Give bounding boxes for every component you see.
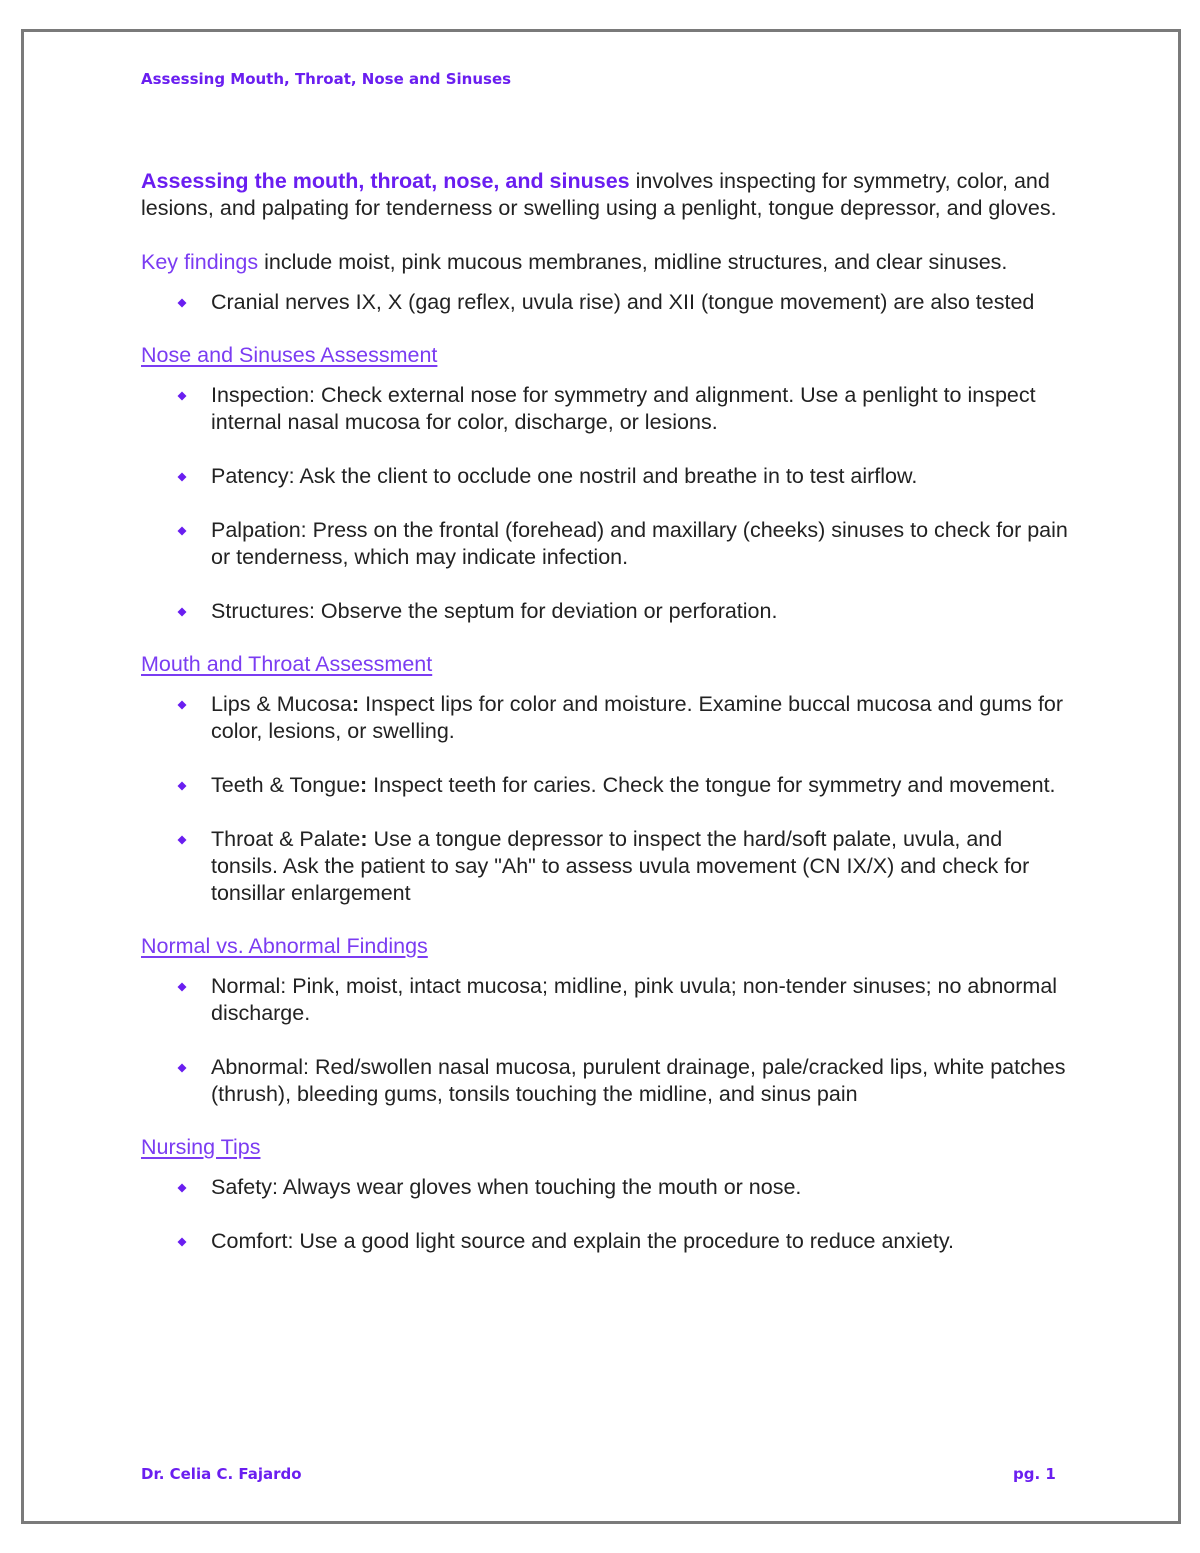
diamond-bullet-icon [177, 700, 187, 710]
list-item: Abnormal: Red/swollen nasal mucosa, purulent drainage, pale/cracked lips, white patches (thrush), bleeding gums, tonsils touching the midline, and sinus pain [141, 1054, 1071, 1108]
diamond-bullet-icon [177, 1063, 187, 1073]
list-item: Palpation: Press on the frontal (forehead) and maxillary (cheeks) sinuses to check for pain or tenderness, which may indicate infection. [141, 517, 1071, 571]
diamond-bullet-icon [177, 835, 187, 845]
diamond-bullet-icon [177, 526, 187, 536]
key-findings-paragraph [141, 249, 1071, 276]
diamond-bullet-icon [177, 1183, 187, 1193]
section-title-tips[interactable]: Nursing Tips [141, 1135, 261, 1159]
list-item: Throat & Palate: Use a tongue depressor to inspect the hard/soft palate, uvula, and tonsils. Ask the patient to say "Ah" to assess uvula movement (CN IX/X) and check for tonsillar enlargement [141, 826, 1071, 907]
list-item: Normal: Pink, moist, intact mucosa; midline, pink uvula; non-tender sinuses; no abnormal discharge. [141, 973, 1071, 1027]
list-item: Safety: Always wear gloves when touching the mouth or nose. [141, 1174, 1071, 1201]
intro-lead: Assessing the mouth, throat, nose, and sinuses [141, 169, 630, 193]
list-item: Inspection: Check external nose for symmetry and alignment. Use a penlight to inspect internal nasal mucosa for color, discharge, or lesions. [141, 382, 1071, 436]
key-findings-text: include moist, pink mucous membranes, midline structures, and clear sinuses. [258, 250, 1008, 274]
diamond-bullet-icon [177, 298, 187, 308]
footer-author: Dr. Celia C. Fajardo [141, 1465, 302, 1483]
diamond-bullet-icon [177, 607, 187, 617]
mouth-list [141, 691, 1071, 907]
diamond-bullet-icon [177, 982, 187, 992]
section-title-nose[interactable]: Nose and Sinuses Assessment [141, 343, 438, 367]
list-item: Structures: Observe the septum for deviation or perforation. [141, 598, 1071, 625]
list-item: Cranial nerves IX, X (gag reflex, uvula rise) and XII (tongue movement) are also tested [141, 289, 1071, 316]
diamond-bullet-icon [177, 1237, 187, 1247]
list-item: Teeth & Tongue: Inspect teeth for caries. Check the tongue for symmetry and movement. [141, 772, 1071, 799]
intro-text: involves inspecting for symmetry, color, and lesions, and palpating for tenderness or swelling using a penlight, tongue depressor, and gloves. [141, 169, 1057, 220]
key-findings-label: Key findings [141, 250, 259, 274]
diamond-bullet-icon [177, 781, 187, 791]
key-findings-list [141, 289, 1071, 316]
page-header: Assessing Mouth, Throat, Nose and Sinuses [141, 70, 512, 88]
list-item: Comfort: Use a good light source and explain the procedure to reduce anxiety. [141, 1228, 1071, 1255]
list-item: Patency: Ask the client to occlude one nostril and breathe in to test airflow. [141, 463, 1071, 490]
footer-page-number: pg. 1 [1013, 1465, 1056, 1483]
section-title-findings[interactable]: Normal vs. Abnormal Findings [141, 934, 428, 958]
list-item: Lips & Mucosa: Inspect lips for color and moisture. Examine buccal mucosa and gums for color, lesions, or swelling. [141, 691, 1071, 745]
intro-paragraph [141, 168, 1071, 222]
section-title-mouth[interactable]: Mouth and Throat Assessment [141, 652, 433, 676]
tips-list [141, 1174, 1071, 1255]
diamond-bullet-icon [177, 472, 187, 482]
nose-list [141, 382, 1071, 625]
findings-list [141, 973, 1071, 1108]
document-body [141, 168, 1071, 1255]
diamond-bullet-icon [177, 391, 187, 401]
